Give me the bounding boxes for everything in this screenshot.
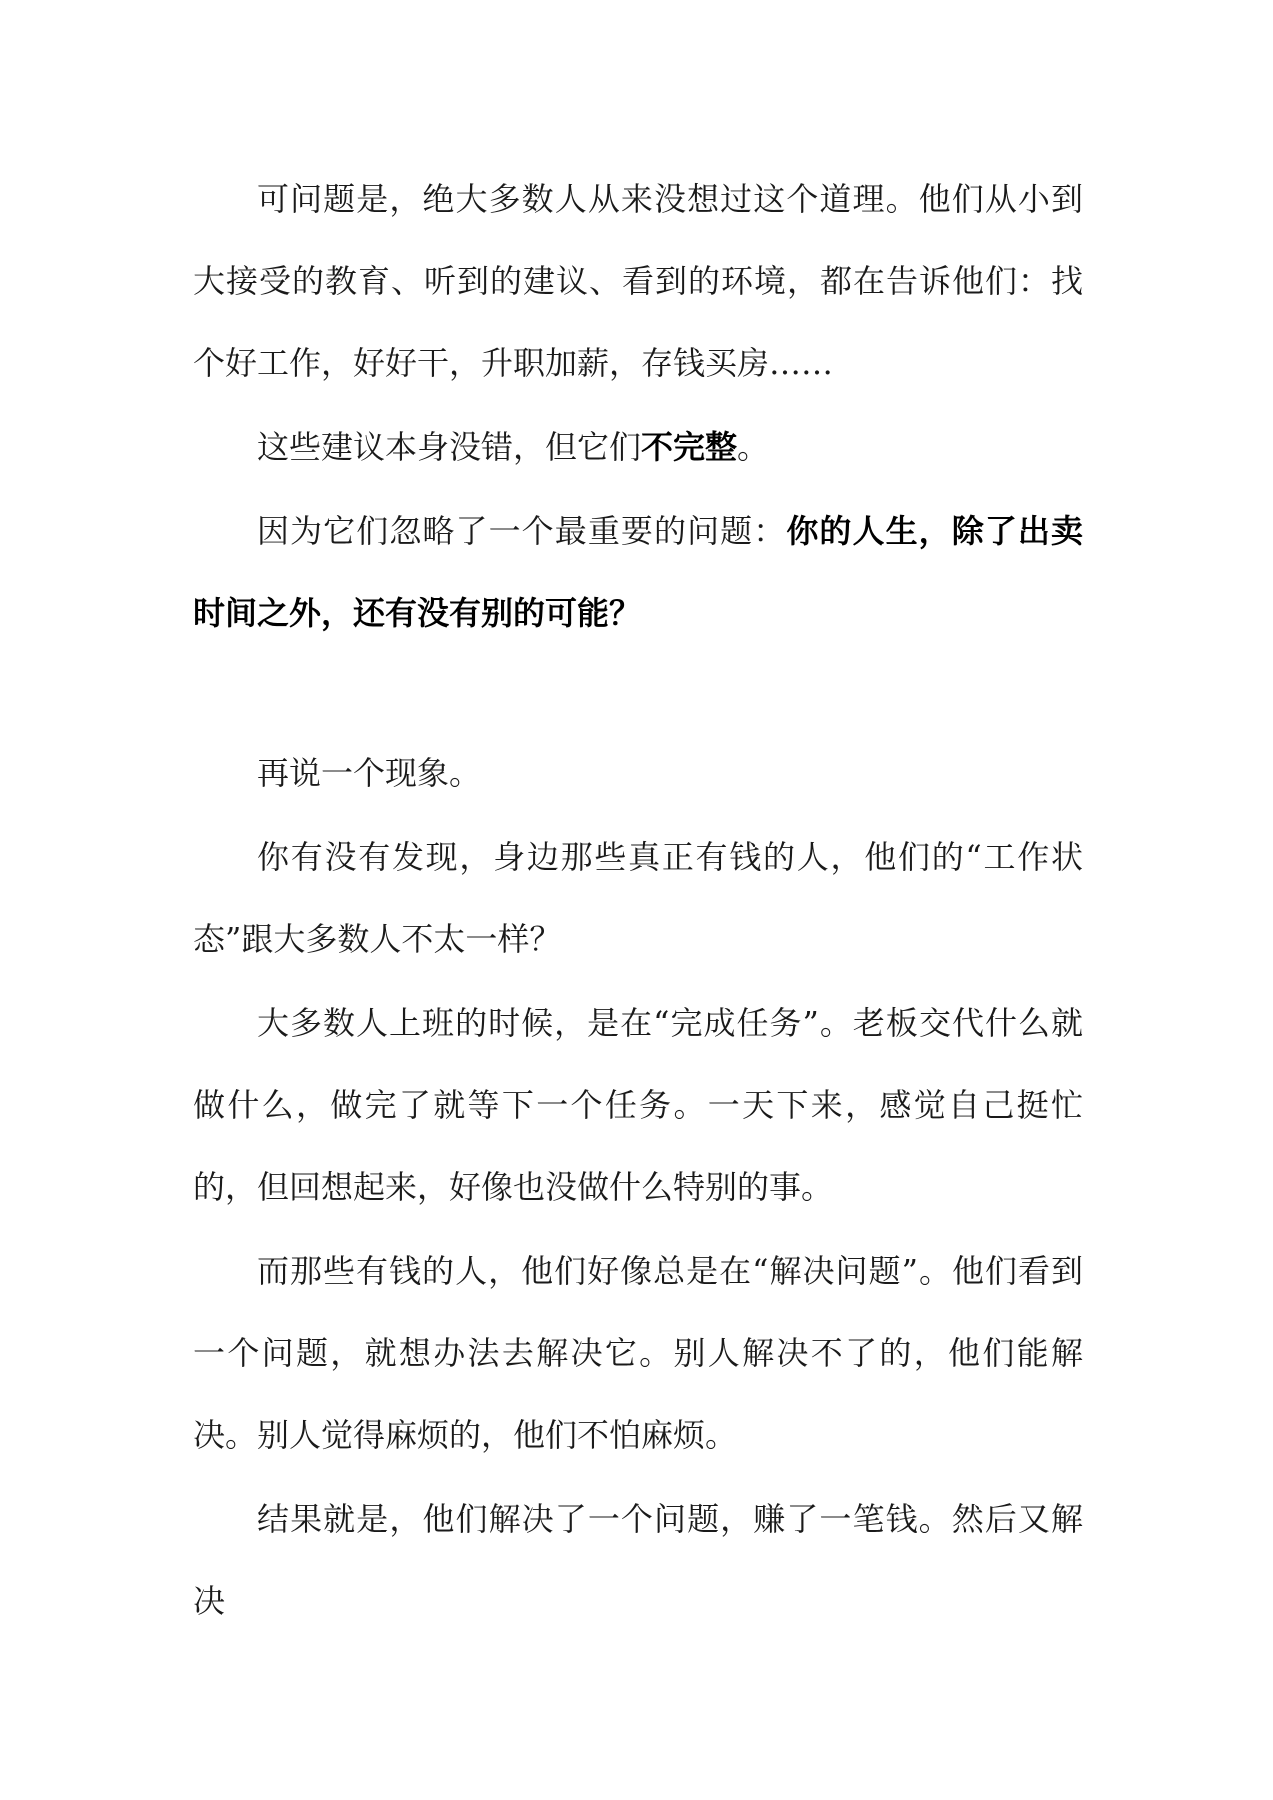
paragraph-3 [193,490,1083,654]
paragraph-text: 结果就是，他们解决了一个问题，赚了一笔钱。然后又解决 [193,1500,1083,1620]
paragraph-7 [193,1230,1083,1476]
bold-text: 不完整 [641,428,738,466]
section-gap [193,656,1083,732]
paragraph-text: 因为它们忽略了一个最重要的问题： [257,512,787,550]
paragraph-text: 再说一个现象。 [257,754,482,792]
paragraph-1 [193,158,1083,404]
paragraph-2 [193,406,1083,488]
paragraph-text: 你有没有发现，身边那些真正有钱的人，他们的“工作状态”跟大多数人不太一样？ [193,838,1083,958]
paragraph-6 [193,982,1083,1228]
paragraph-text: 。 [737,428,770,466]
paragraph-8 [193,1478,1083,1642]
paragraph-5 [193,816,1083,980]
paragraph-text: 而那些有钱的人，他们好像总是在“解决问题”。他们看到一个问题，就想办法去解决它。别人解决不了的，他们能解决。别人觉得麻烦的，他们不怕麻烦。 [193,1252,1083,1454]
body-text [193,158,1083,1644]
paragraph-text: 可问题是，绝大多数人从来没想过这个道理。他们从小到大接受的教育、听到的建议、看到的环境，都在告诉他们：找个好工作，好好干，升职加薪，存钱买房…… [193,180,1083,382]
paragraph-text: 大多数人上班的时候，是在“完成任务”。老板交代什么就做什么，做完了就等下一个任务。一天下来，感觉自己挺忙的，但回想起来，好像也没做什么特别的事。 [193,1004,1083,1206]
paragraph-4 [193,732,1083,814]
paragraph-text: 这些建议本身没错，但它们 [257,428,642,466]
bold-question: 你的人生，除了出卖时间之外，还有没有别的可能？ [193,512,1083,632]
